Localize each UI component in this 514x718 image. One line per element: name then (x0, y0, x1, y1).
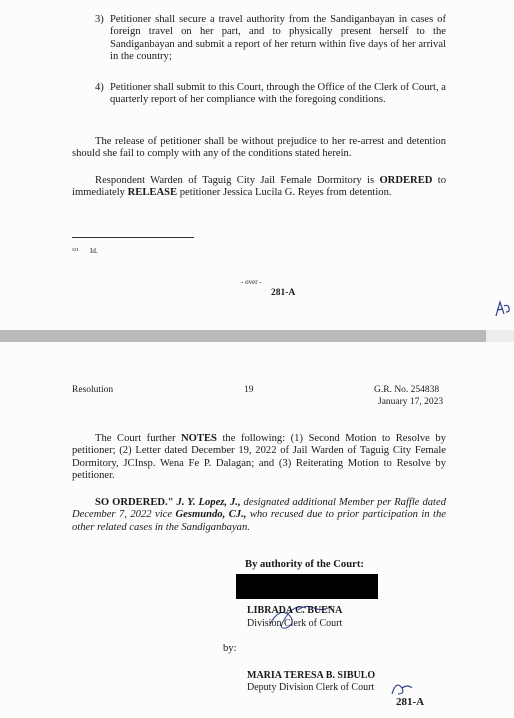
order-paragraph (72, 175, 446, 200)
so-ordered-paragraph (72, 497, 446, 534)
item-3-number: 3) (95, 14, 104, 25)
document-page-1 (0, 0, 514, 330)
notes-text-2: the following: (1) Second Motion to Resolve by petitioner; (2) Letter dated December 19, 2022 of Jail Warden of Taguig City Female Dormitory, JCInsp. Wena Fe P. Dalagan; and (3) Reiterating Motion to Resolve by petitioner. (72, 433, 447, 482)
authority-line: By authority of the Court: (245, 559, 364, 570)
item-3-text: Petitioner shall secure a travel authority from the Sandiganbayan in cases of foreign travel on her part, and to physically present herself to the Sandiganbayan and submit a report of her return within five days of her arrival in the country; (110, 14, 446, 63)
release-bold: RELEASE (127, 187, 178, 199)
header-date: January 17, 2023 (378, 397, 444, 407)
order-text-1: Respondent Warden of Taguig City Jail Female Dormitory is (95, 175, 380, 186)
notes-text-1: The Court further (95, 433, 182, 444)
header-left: Resolution (72, 385, 114, 395)
signatory-2-title: Deputy Division Clerk of Court (247, 682, 375, 693)
page-2-code: 281-A (396, 696, 425, 708)
item-4-text: Petitioner shall submit to this Court, through the Office of the Clerk of Court, a quarterly report of her compliance with the foregoing conditions. (110, 82, 446, 106)
notes-bold: NOTES (181, 433, 217, 444)
judge-name-1: J. Y. Lopez, J., (176, 497, 241, 508)
over-marker: - over - (241, 278, 262, 286)
by-label: by: (223, 643, 237, 654)
initials-mark-icon (492, 296, 512, 320)
release-paragraph: The release of petitioner shall be without prejudice to her re-arrest and detention should she fail to comply with any of the conditions stated herein. (72, 136, 446, 160)
order-text-3: petitioner Jessica Lucila G. Reyes from detention. (177, 187, 392, 199)
document-page-2 (0, 342, 514, 718)
ordered-bold: ORDERED (379, 175, 433, 186)
header-page-number: 19 (244, 385, 254, 395)
so-ordered-text-1: designated additional Member per Raffle dated December 7, 2022 vice (72, 497, 446, 521)
so-ordered-text-2: who recused due to prior participation in the other related cases in the Sandiganbayan. (72, 509, 446, 533)
signatory-1-name: LIBRADA C. BUENA (247, 605, 343, 616)
notes-paragraph (72, 433, 446, 483)
signatory-2-name: MARIA TERESA B. SIBULO (247, 670, 376, 681)
footnote-divider (72, 237, 194, 238)
signatory-1-title: Division Clerk of Court (247, 618, 343, 629)
order-text-2: to immediately (72, 175, 447, 199)
item-4-number: 4) (95, 82, 104, 93)
page-1-code: 281-A (271, 288, 296, 298)
footnote-mark: ¹¹¹ (72, 247, 79, 255)
judge-name-2: Gesmundo, CJ., (175, 509, 247, 521)
footnote-text: Id. (90, 247, 98, 255)
header-case-number: G.R. No. 254838 (374, 385, 440, 395)
so-ordered-bold: SO ORDERED." (95, 497, 174, 508)
